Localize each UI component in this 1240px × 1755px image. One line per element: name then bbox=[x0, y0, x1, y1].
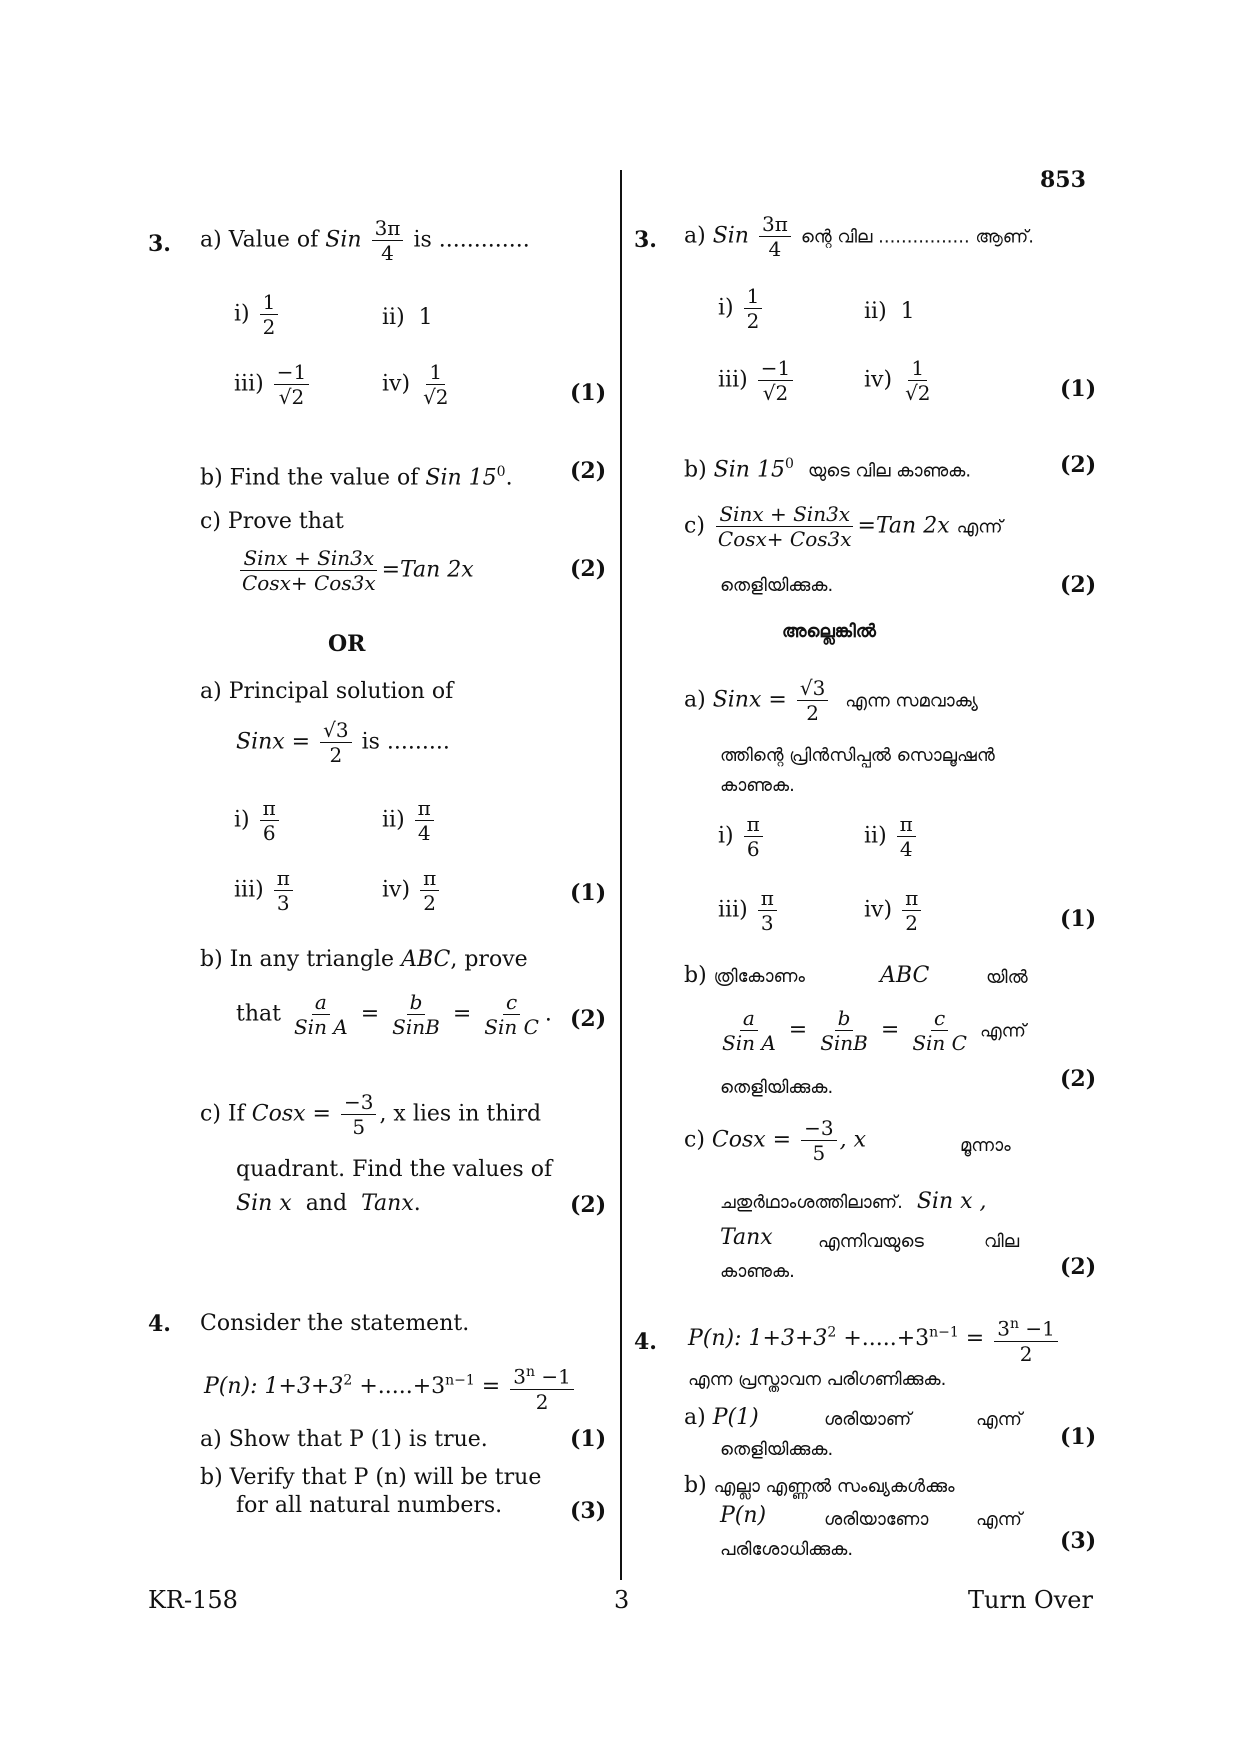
q4b-line2: for all natural numbers. bbox=[236, 1493, 503, 1518]
q3c-line: c) Prove that bbox=[200, 509, 344, 534]
ml-q3a-line: a) Sin $\frac{3\pi}{4}$ ന്റെ വില ................ ആണ്. bbox=[684, 212, 1035, 261]
q3a-mark: (1) bbox=[570, 380, 607, 406]
ml-q4a-mark: (1) bbox=[1060, 1424, 1097, 1450]
q4a-line: a) Show that P (1) is true. bbox=[200, 1427, 488, 1452]
q3a-option-iv: iv) $\frac{1}{√2}$ bbox=[382, 360, 449, 409]
q3c-equation: $\frac{\text{Sinx + Sin3x}}{\text{Cosx+ Cos3x}}$ =Tan 2x bbox=[242, 546, 474, 595]
ml-or-separator: അല്ലെങ്കിൽ bbox=[782, 621, 876, 642]
ml-q3-alt-b-mark: (2) bbox=[1060, 1066, 1097, 1092]
ml-q3-alt-b-line3: തെളിയിക്കുക. bbox=[720, 1077, 834, 1098]
ml-q3-alt-a-line: a) Sinx = $\frac{√3}{2}$ എന്ന സമവാക്യ bbox=[684, 676, 978, 725]
q3a-option-iii: iii) $\frac{-1}{√2}$ bbox=[234, 360, 312, 409]
q4b-mark: (3) bbox=[570, 1498, 607, 1524]
ml-q3-alt-c-line2: ചതുർഥാംശത്തിലാണ്. Sin x , bbox=[720, 1189, 987, 1214]
q4-statement: P(n): $1+3+3^2 +.....+3^{n-1}$ = $\frac{3^n -1}{2}$ bbox=[204, 1360, 577, 1414]
column-divider bbox=[620, 170, 622, 1580]
ml-q4b-sheriyano: ശരിയാണോ bbox=[824, 1509, 929, 1530]
ml-q4-number: 4. bbox=[634, 1329, 657, 1355]
ml-q3-alt-option-ii: ii) $\frac{\pi}{4}$ bbox=[864, 812, 919, 861]
ml-q3-alt-c-mark: (2) bbox=[1060, 1254, 1097, 1280]
ml-q3a-option-i: i) $\frac{1}{2}$ bbox=[718, 284, 765, 333]
fraction: $\frac{3\pi}{4}$ bbox=[372, 216, 404, 265]
q3-alt-option-i: i) $\frac{\pi}{6}$ bbox=[234, 796, 282, 845]
q3b-line: b) Find the value of Sin $15^0$. bbox=[200, 464, 513, 491]
q4-intro: Consider the statement. bbox=[200, 1311, 470, 1336]
q3-alt-a-line: a) Principal solution of bbox=[200, 679, 454, 704]
q4a-mark: (1) bbox=[570, 1426, 607, 1452]
q3-alt-c-line3: Sin x and Tanx. bbox=[236, 1191, 421, 1216]
turn-over: Turn Over bbox=[968, 1586, 1093, 1614]
ml-q3a-option-iv: iv) $\frac{1}{√2}$ bbox=[864, 356, 931, 405]
ml-q3b-line: b) Sin $15^0$ യുടെ വില കാണുക. bbox=[684, 456, 972, 483]
q3-alt-option-iii: iii) $\frac{\pi}{3}$ bbox=[234, 866, 296, 915]
ml-q4b-ennu: എന്ന് bbox=[976, 1509, 1022, 1530]
ml-q3-alt-b-equation: $\frac{a}{\text{Sin A}}$ = $\frac{b}{\text{SinB}}$ = $\frac{c}{\text{Sin C}}$ എന്ന് bbox=[722, 1006, 1026, 1055]
ml-q3-alt-option-iv: iv) $\frac{\pi}{2}$ bbox=[864, 886, 924, 935]
page-number: 3 bbox=[614, 1586, 630, 1614]
ml-q3-alt-c-vila: വില bbox=[984, 1231, 1020, 1252]
q3c-mark: (2) bbox=[570, 556, 607, 582]
ml-q3-alt-option-i: i) $\frac{\pi}{6}$ bbox=[718, 812, 766, 861]
ml-q3c-line2: തെളിയിക്കുക. bbox=[720, 575, 834, 596]
ml-q3-alt-a-mark: (1) bbox=[1060, 906, 1097, 932]
ml-q3-alt-c-ennivayude: എന്നിവയുടെ bbox=[818, 1231, 924, 1252]
ml-q3-alt-b-yil: യിൽ bbox=[986, 967, 1028, 988]
ml-q3-alt-c-tan: Tanx bbox=[720, 1225, 773, 1250]
ml-q4b-line3: പരിശോധിക്കുക. bbox=[720, 1539, 854, 1560]
ml-q3c-line: c) $\frac{\text{Sinx + Sin3x}}{\text{Cosx+ Cos3x}}$ =Tan 2x എന്ന് bbox=[684, 502, 1003, 551]
ml-q3b-mark: (2) bbox=[1060, 452, 1097, 478]
or-separator: OR bbox=[328, 631, 366, 657]
page-code: 853 bbox=[1040, 167, 1086, 193]
q3-alt-b-equation: that $\frac{a}{\text{Sin A}}$ = $\frac{b}{\text{SinB}}$ = $\frac{c}{\text{Sin C}}$ . bbox=[236, 990, 552, 1039]
q3-alt-b-mark: (2) bbox=[570, 1006, 607, 1032]
ml-q3-number: 3. bbox=[634, 227, 657, 253]
ml-q4b-line: b) എല്ലാ എണ്ണൽ സംഖ്യകൾക്കും bbox=[684, 1473, 955, 1498]
ml-q4a-ennu: എന്ന് bbox=[976, 1409, 1022, 1430]
ml-q3a-option-iii: iii) $\frac{-1}{√2}$ bbox=[718, 356, 796, 405]
ml-q3-alt-c-line: c) Cosx = $\frac{-3}{5}$ , x bbox=[684, 1116, 866, 1165]
ml-q3c-mark: (2) bbox=[1060, 572, 1097, 598]
ml-q4b-pn: P(n) bbox=[720, 1503, 767, 1528]
q3-alt-a-mark: (1) bbox=[570, 880, 607, 906]
q3-number: 3. bbox=[148, 231, 171, 257]
ml-q3-alt-c-munnam: മൂന്നാം bbox=[960, 1135, 1011, 1156]
ml-q4-intro: എന്ന പ്രസ്താവന പരിഗണിക്കുക. bbox=[688, 1369, 947, 1390]
footer-code: KR-158 bbox=[148, 1586, 238, 1614]
q3-alt-c-mark: (2) bbox=[570, 1192, 607, 1218]
q3-alt-b-line: b) In any triangle ABC, prove bbox=[200, 947, 528, 972]
ml-q3a-mark: (1) bbox=[1060, 376, 1097, 402]
ml-q4a-line2: തെളിയിക്കുക. bbox=[720, 1439, 834, 1460]
ml-q4-statement: P(n): $1+3+3^2 +.....+3^{n-1}$ = $\frac{3^n -1}{2}$ bbox=[688, 1312, 1061, 1366]
ml-q3a-option-ii: ii) 1 bbox=[864, 299, 915, 324]
q3a-option-ii: ii) 1 bbox=[382, 305, 433, 330]
q3-alt-a-equation: Sinx = $\frac{√3}{2}$ is ......... bbox=[236, 718, 450, 767]
ml-q3-alt-b-abc: ABC bbox=[880, 963, 930, 988]
ml-q4b-mark: (3) bbox=[1060, 1528, 1097, 1554]
ml-q3-alt-c-line4: കാണുക. bbox=[720, 1261, 795, 1282]
q3-alt-c-line: c) If Cosx = $\frac{-3}{5}$ , x lies in third bbox=[200, 1090, 542, 1139]
q4-number: 4. bbox=[148, 1311, 171, 1337]
ml-q4a-line: a) P(1) bbox=[684, 1405, 759, 1430]
ml-q3-alt-a-line2: ത്തിന്റെ പ്രിൻസിപ്പൽ സൊലൂഷൻ bbox=[720, 745, 995, 766]
q3-alt-option-ii: ii) $\frac{\pi}{4}$ bbox=[382, 796, 437, 845]
q3a-option-i: i) $\frac{1}{2}$ bbox=[234, 290, 281, 339]
ml-q3-alt-a-line3: കാണുക. bbox=[720, 775, 795, 796]
ml-q3-alt-option-iii: iii) $\frac{\pi}{3}$ bbox=[718, 886, 780, 935]
q3-alt-option-iv: iv) $\frac{\pi}{2}$ bbox=[382, 866, 442, 915]
q3-alt-c-line2: quadrant. Find the values of bbox=[236, 1157, 553, 1182]
ml-q4a-sheriyanu: ശരിയാണ് bbox=[824, 1409, 912, 1430]
q4b-line: b) Verify that P (n) will be true bbox=[200, 1465, 542, 1490]
ml-q3-alt-b-line: b) ത്രികോണം bbox=[684, 963, 805, 988]
q3a-line: a) Value of Sin $\frac{3\pi}{4}$ is ............. bbox=[200, 216, 530, 265]
q3b-mark: (2) bbox=[570, 458, 607, 484]
